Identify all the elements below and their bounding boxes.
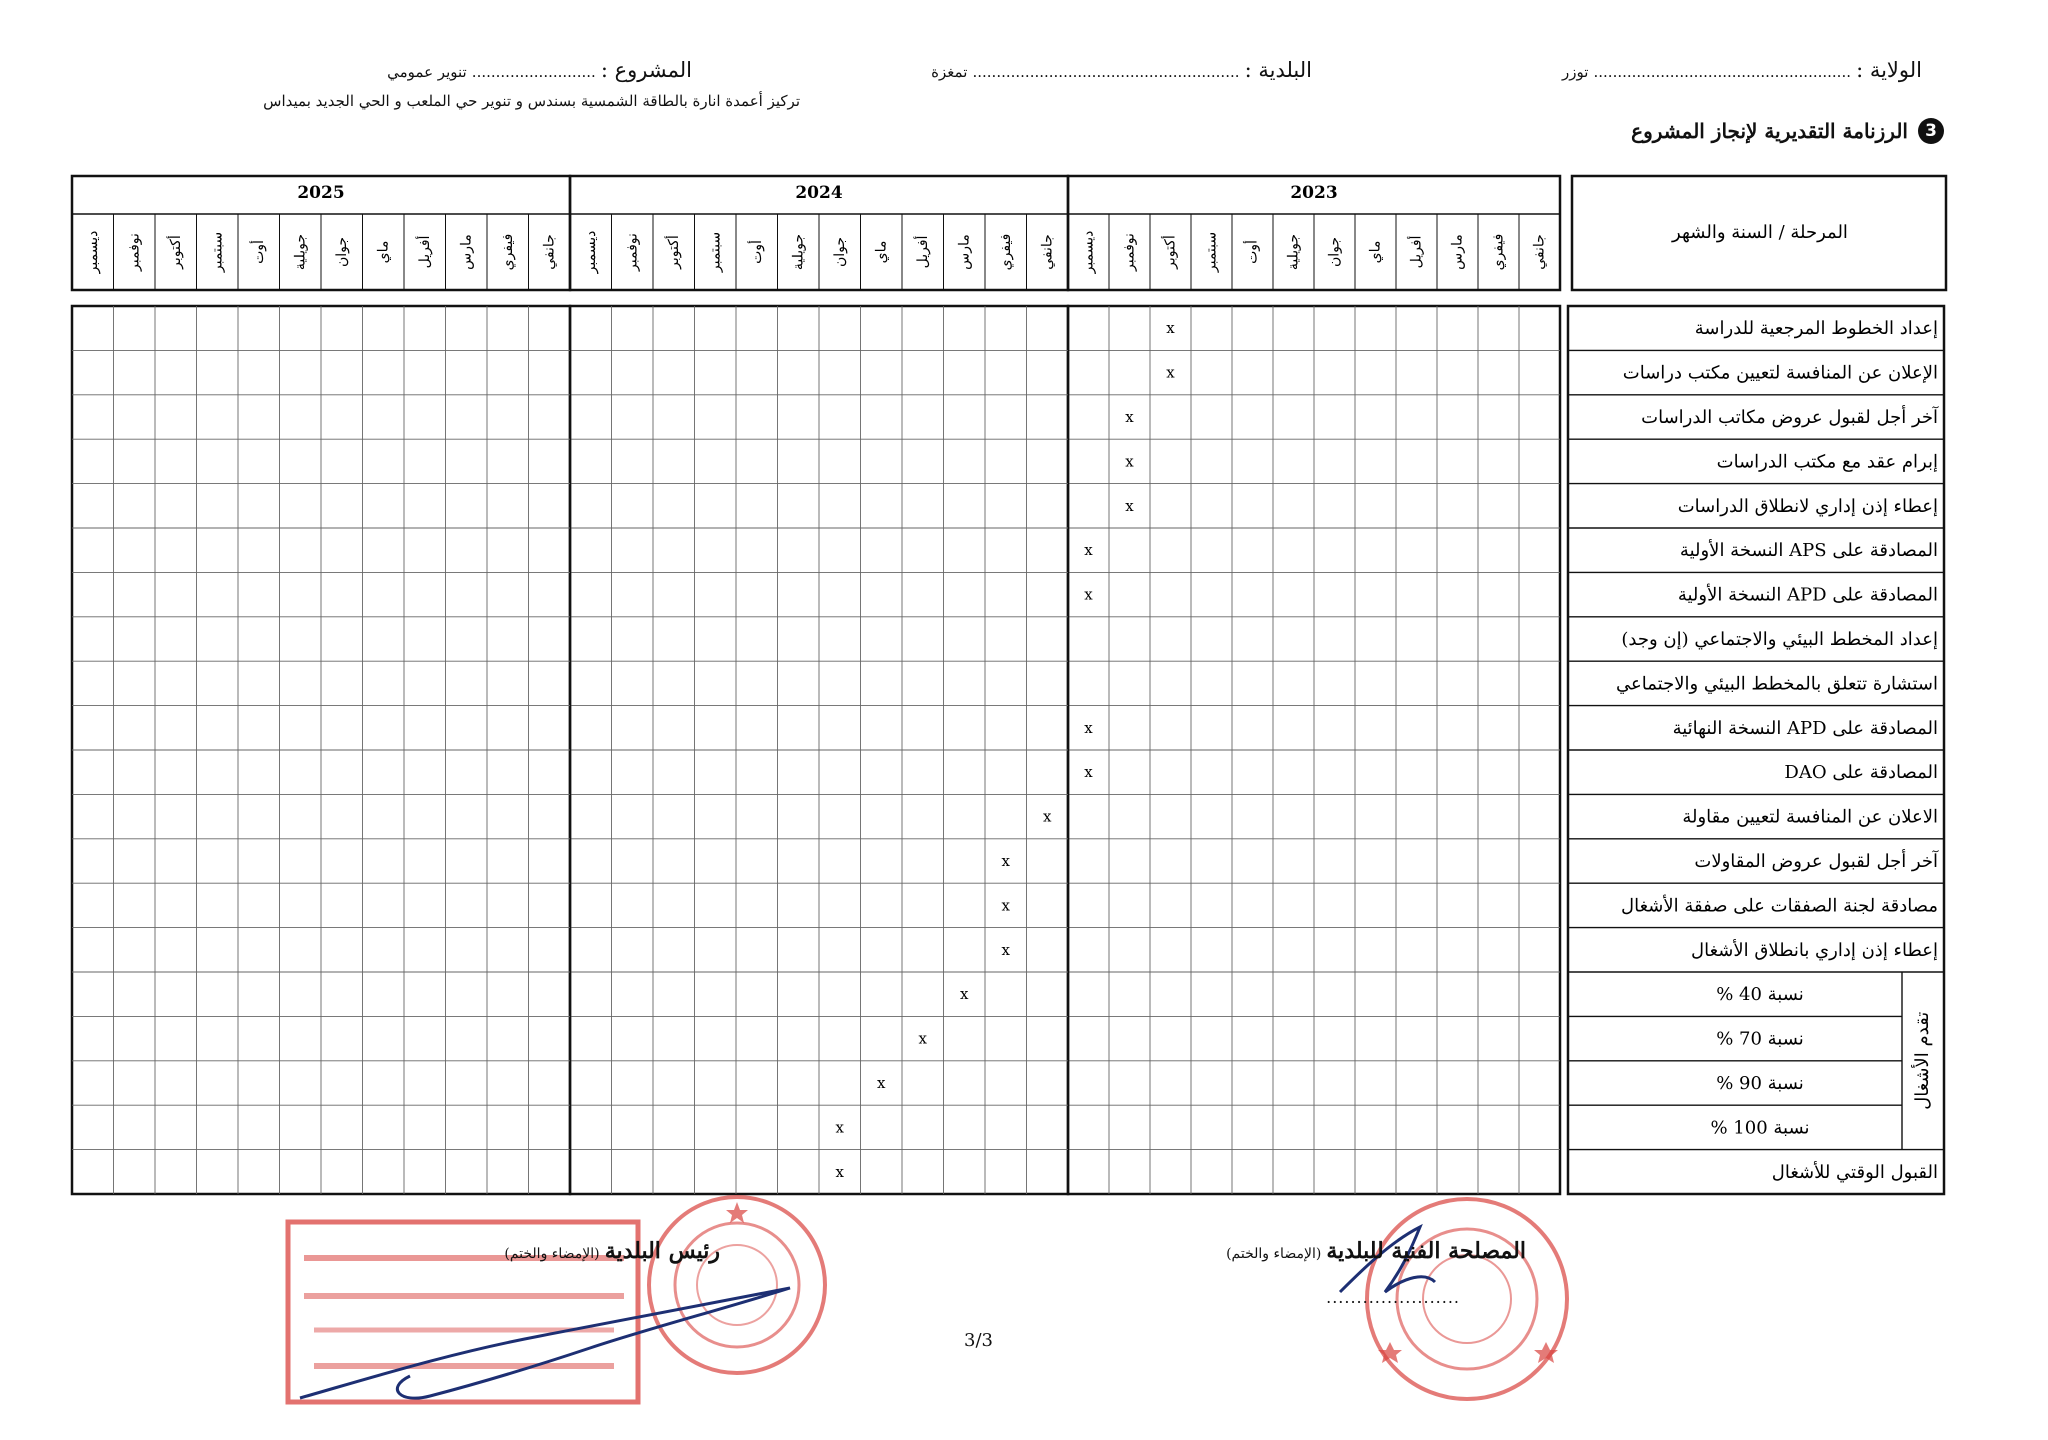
page-number: 3/3 bbox=[964, 1330, 993, 1351]
month-label: فيفري bbox=[499, 233, 516, 271]
mayor-signature-block bbox=[504, 1238, 720, 1264]
technical-service-signature-dots: ...................... bbox=[1326, 1288, 1460, 1307]
phase-row-label: القبول الوقتي للأشغال bbox=[1771, 1161, 1938, 1183]
schedule-mark: x bbox=[1084, 763, 1093, 782]
month-label: أفريل bbox=[1408, 235, 1425, 269]
schedule-mark: x bbox=[1001, 852, 1010, 870]
project-dots: .......................... bbox=[471, 63, 596, 81]
phase-row-label: الإعلان عن المنافسة لتعيين مكتب دراسات bbox=[1622, 362, 1938, 384]
schedule-mark: x bbox=[918, 1029, 927, 1048]
month-label: فيفري bbox=[997, 233, 1014, 271]
progress-row-label: نسبة 40 % bbox=[1716, 984, 1804, 1006]
month-label: أكتوبر bbox=[1162, 235, 1179, 269]
month-label: أفريل bbox=[416, 235, 433, 269]
month-label: جانفي bbox=[541, 234, 558, 270]
month-label: أوت bbox=[1244, 240, 1261, 264]
month-label: جويلية bbox=[790, 233, 807, 271]
schedule-mark: x bbox=[1043, 807, 1052, 826]
schedule-mark: x bbox=[1084, 541, 1093, 560]
baladiya-label: البلدية : bbox=[1244, 58, 1312, 82]
project-label: المشروع : bbox=[600, 58, 692, 82]
mayor-title: رئيس البلدية bbox=[604, 1238, 720, 1264]
month-label: ماي bbox=[873, 240, 890, 264]
schedule-mark: x bbox=[1166, 319, 1175, 338]
mayor-sign-note: (الإمضاء والختم) bbox=[504, 1246, 600, 1262]
phase-row-label: المصادقة على APS النسخة الأولية bbox=[1679, 540, 1938, 562]
schedule-mark: x bbox=[960, 985, 969, 1004]
progress-row-label: نسبة 90 % bbox=[1716, 1073, 1804, 1094]
schedule-mark: x bbox=[1001, 896, 1010, 915]
phase-row-label: آخر أجل لقبول عروض المقاولات bbox=[1694, 851, 1938, 872]
phase-row-label: استشارة تتعلق بالمخطط البيئي والاجتماعي bbox=[1616, 673, 1938, 695]
schedule-mark: x bbox=[1084, 718, 1093, 737]
phase-row-label: إبرام عقد مع مكتب الدراسات bbox=[1716, 451, 1938, 473]
month-label: جوان bbox=[333, 236, 350, 268]
month-label: أفريل bbox=[914, 235, 931, 269]
month-label: مارس bbox=[1449, 234, 1466, 270]
month-label: نوفمبر bbox=[1121, 233, 1138, 271]
schedule-mark: x bbox=[1166, 363, 1175, 382]
progress-group-label: تقدم الأشغال bbox=[1912, 1011, 1933, 1110]
month-label: جويلية bbox=[292, 233, 309, 271]
phase-row-label: إعطاء إذن إداري بانطلاق الأشغال bbox=[1691, 939, 1938, 961]
project-value: تنوير عمومي bbox=[387, 63, 467, 81]
baladiya-dots: ........................................................ bbox=[972, 63, 1240, 81]
progress-row-label: نسبة 70 % bbox=[1716, 1028, 1804, 1050]
year-label: 2025 bbox=[297, 183, 345, 203]
phase-row-label: الاعلان عن المنافسة لتعيين مقاولة bbox=[1682, 806, 1938, 828]
month-label: ديسمبر bbox=[582, 230, 599, 274]
project-description: تركيز أعمدة انارة بالطاقة الشمسية بسندس و تنوير حي الملعب و الحي الجديد بميداس bbox=[263, 92, 800, 110]
month-label: ديسمبر bbox=[84, 230, 101, 274]
month-label: ديسمبر bbox=[1080, 230, 1097, 274]
schedule-mark: x bbox=[1084, 585, 1093, 604]
phase-row-label: المصادقة على DAO bbox=[1784, 762, 1938, 784]
phase-row-label: إعداد المخطط البيئي والاجتماعي (إن وجد) bbox=[1621, 629, 1938, 650]
month-label: جويلية bbox=[1285, 233, 1302, 271]
year-label: 2023 bbox=[1290, 183, 1338, 203]
month-label: جانفي bbox=[1531, 234, 1548, 270]
phase-row-label: إعداد الخطوط المرجعية للدراسة bbox=[1694, 318, 1938, 340]
month-label: جوان bbox=[831, 236, 848, 268]
year-label: 2024 bbox=[795, 183, 843, 203]
technical-service-sign-note: (الإمضاء والختم) bbox=[1226, 1246, 1322, 1262]
month-label: سبتمبر bbox=[209, 231, 226, 273]
technical-service-title: المصلحة الفنية للبلدية bbox=[1326, 1238, 1526, 1264]
month-label: ماي bbox=[375, 240, 392, 264]
baladiya-value: تمغزة bbox=[931, 63, 968, 81]
phase-row-label: المصادقة على APD النسخة الأولية bbox=[1677, 584, 1938, 606]
month-label: أوت bbox=[250, 240, 267, 264]
schedule-mark: x bbox=[835, 1162, 844, 1181]
phase-row-label: مصادقة لجنة الصفقات على صفقة الأشغال bbox=[1621, 895, 1938, 917]
month-label: ماي bbox=[1367, 240, 1384, 264]
wilaya-value: توزر bbox=[1561, 63, 1589, 81]
month-label: سبتمبر bbox=[707, 231, 724, 273]
wilaya-label: الولاية : bbox=[1856, 58, 1922, 82]
section-number-badge: 3 bbox=[1918, 118, 1944, 144]
month-label: جوان bbox=[1326, 236, 1343, 268]
schedule-mark: x bbox=[1125, 496, 1134, 515]
phase-row-label: إعطاء إذن إداري لانطلاق الدراسات bbox=[1677, 495, 1938, 517]
month-label: نوفمبر bbox=[126, 233, 143, 271]
month-label: مارس bbox=[956, 234, 973, 270]
month-label: أكتوبر bbox=[167, 235, 184, 269]
month-label: أوت bbox=[748, 240, 765, 264]
phase-row-label: المصادقة على APD النسخة النهائية bbox=[1672, 717, 1938, 739]
schedule-mark: x bbox=[877, 1074, 886, 1092]
phase-header-label: المرحلة / السنة والشهر bbox=[1672, 222, 1848, 243]
month-label: فيفري bbox=[1490, 233, 1507, 271]
progress-row-label: نسبة 100 % bbox=[1710, 1117, 1810, 1139]
section-title: الرزنامة التقديرية لإنجاز المشروع bbox=[1631, 119, 1908, 143]
month-label: أكتوبر bbox=[665, 235, 682, 269]
schedule-mark: x bbox=[1125, 452, 1134, 471]
phase-row-label: آخر أجل لقبول عروض مكاتب الدراسات bbox=[1641, 407, 1938, 428]
schedule-mark: x bbox=[1001, 940, 1010, 959]
month-label: جانفي bbox=[1039, 234, 1056, 270]
technical-service-signature-block bbox=[1226, 1238, 1526, 1264]
schedule-mark: x bbox=[1125, 408, 1134, 426]
month-label: سبتمبر bbox=[1203, 231, 1220, 273]
month-label: مارس bbox=[458, 234, 475, 270]
month-label: نوفمبر bbox=[624, 233, 641, 271]
wilaya-dots: ...................................................... bbox=[1593, 63, 1851, 81]
schedule-mark: x bbox=[835, 1118, 844, 1137]
